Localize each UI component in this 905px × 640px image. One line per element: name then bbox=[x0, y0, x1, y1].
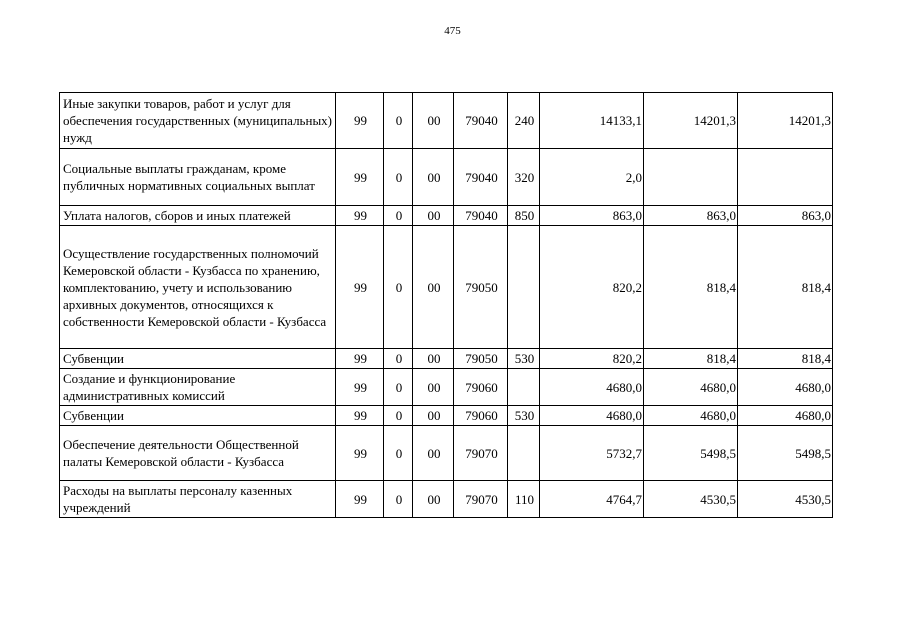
cell-code-2: 0 bbox=[384, 226, 413, 349]
cell-value-2: 4530,5 bbox=[644, 481, 738, 518]
cell-code-1: 99 bbox=[336, 349, 384, 369]
cell-code-1: 99 bbox=[336, 93, 384, 149]
cell-code-1: 99 bbox=[336, 369, 384, 406]
cell-code-4: 79040 bbox=[454, 206, 508, 226]
cell-code-4: 79050 bbox=[454, 226, 508, 349]
table-row bbox=[60, 406, 833, 426]
cell-value-1: 5732,7 bbox=[540, 426, 644, 481]
cell-code-3: 00 bbox=[413, 93, 454, 149]
cell-value-2: 818,4 bbox=[644, 349, 738, 369]
cell-code-4: 79040 bbox=[454, 93, 508, 149]
table-row bbox=[60, 349, 833, 369]
cell-code-3: 00 bbox=[413, 206, 454, 226]
cell-code-5 bbox=[508, 226, 540, 349]
cell-value-2: 4680,0 bbox=[644, 406, 738, 426]
cell-value-3: 4680,0 bbox=[738, 369, 833, 406]
budget-table bbox=[59, 92, 833, 518]
cell-value-2: 863,0 bbox=[644, 206, 738, 226]
cell-code-1: 99 bbox=[336, 206, 384, 226]
row-name: Создание и функционирование административных комиссий bbox=[60, 369, 336, 406]
table-row bbox=[60, 426, 833, 481]
cell-value-2: 14201,3 bbox=[644, 93, 738, 149]
row-name: Расходы на выплаты персоналу казенных учреждений bbox=[60, 481, 336, 518]
cell-value-1: 863,0 bbox=[540, 206, 644, 226]
cell-code-5: 530 bbox=[508, 349, 540, 369]
cell-value-2: 818,4 bbox=[644, 226, 738, 349]
cell-value-3: 4680,0 bbox=[738, 406, 833, 426]
cell-code-5: 240 bbox=[508, 93, 540, 149]
cell-value-1: 4764,7 bbox=[540, 481, 644, 518]
cell-code-3: 00 bbox=[413, 349, 454, 369]
cell-value-3: 4530,5 bbox=[738, 481, 833, 518]
cell-code-1: 99 bbox=[336, 406, 384, 426]
cell-code-5: 850 bbox=[508, 206, 540, 226]
cell-code-2: 0 bbox=[384, 406, 413, 426]
cell-code-4: 79040 bbox=[454, 149, 508, 206]
cell-code-3: 00 bbox=[413, 481, 454, 518]
cell-code-3: 00 bbox=[413, 149, 454, 206]
row-name: Иные закупки товаров, работ и услуг для обеспечения государственных (муниципальных) нужд bbox=[60, 93, 336, 149]
cell-value-1: 4680,0 bbox=[540, 406, 644, 426]
cell-code-5 bbox=[508, 369, 540, 406]
row-name: Субвенции bbox=[60, 349, 336, 369]
cell-code-2: 0 bbox=[384, 93, 413, 149]
cell-code-5: 110 bbox=[508, 481, 540, 518]
cell-code-4: 79060 bbox=[454, 406, 508, 426]
cell-value-1: 820,2 bbox=[540, 226, 644, 349]
cell-value-1: 2,0 bbox=[540, 149, 644, 206]
row-name: Уплата налогов, сборов и иных платежей bbox=[60, 206, 336, 226]
cell-code-1: 99 bbox=[336, 481, 384, 518]
cell-code-1: 99 bbox=[336, 226, 384, 349]
cell-value-1: 820,2 bbox=[540, 349, 644, 369]
row-name: Обеспечение деятельности Общественной палаты Кемеровской области - Кузбасса bbox=[60, 426, 336, 481]
cell-code-2: 0 bbox=[384, 349, 413, 369]
table-row bbox=[60, 206, 833, 226]
cell-value-3: 818,4 bbox=[738, 349, 833, 369]
cell-code-3: 00 bbox=[413, 426, 454, 481]
cell-code-4: 79070 bbox=[454, 481, 508, 518]
table-row bbox=[60, 369, 833, 406]
cell-code-2: 0 bbox=[384, 369, 413, 406]
cell-value-3 bbox=[738, 149, 833, 206]
cell-code-1: 99 bbox=[336, 149, 384, 206]
cell-code-3: 00 bbox=[413, 406, 454, 426]
table-row bbox=[60, 481, 833, 518]
table-row bbox=[60, 93, 833, 149]
row-name: Социальные выплаты гражданам, кроме публичных нормативных социальных выплат bbox=[60, 149, 336, 206]
page-number: 475 bbox=[444, 25, 461, 37]
cell-code-2: 0 bbox=[384, 426, 413, 481]
cell-code-2: 0 bbox=[384, 149, 413, 206]
row-name: Осуществление государственных полномочий Кемеровской области - Кузбасса по хранению, комплектованию, учету и использованию архивных документов, относящихся к собственности Кемеровской области - Кузбасса bbox=[60, 226, 336, 349]
cell-value-3: 14201,3 bbox=[738, 93, 833, 149]
table-row bbox=[60, 149, 833, 206]
cell-code-4: 79050 bbox=[454, 349, 508, 369]
cell-value-3: 5498,5 bbox=[738, 426, 833, 481]
cell-code-1: 99 bbox=[336, 426, 384, 481]
cell-value-2 bbox=[644, 149, 738, 206]
row-name: Субвенции bbox=[60, 406, 336, 426]
cell-code-4: 79060 bbox=[454, 369, 508, 406]
cell-value-2: 5498,5 bbox=[644, 426, 738, 481]
cell-value-1: 14133,1 bbox=[540, 93, 644, 149]
cell-value-3: 818,4 bbox=[738, 226, 833, 349]
table-row bbox=[60, 226, 833, 349]
cell-code-4: 79070 bbox=[454, 426, 508, 481]
cell-code-5 bbox=[508, 426, 540, 481]
cell-code-3: 00 bbox=[413, 226, 454, 349]
cell-code-3: 00 bbox=[413, 369, 454, 406]
cell-value-3: 863,0 bbox=[738, 206, 833, 226]
cell-value-2: 4680,0 bbox=[644, 369, 738, 406]
cell-code-5: 530 bbox=[508, 406, 540, 426]
cell-code-5: 320 bbox=[508, 149, 540, 206]
cell-code-2: 0 bbox=[384, 206, 413, 226]
cell-code-2: 0 bbox=[384, 481, 413, 518]
cell-value-1: 4680,0 bbox=[540, 369, 644, 406]
